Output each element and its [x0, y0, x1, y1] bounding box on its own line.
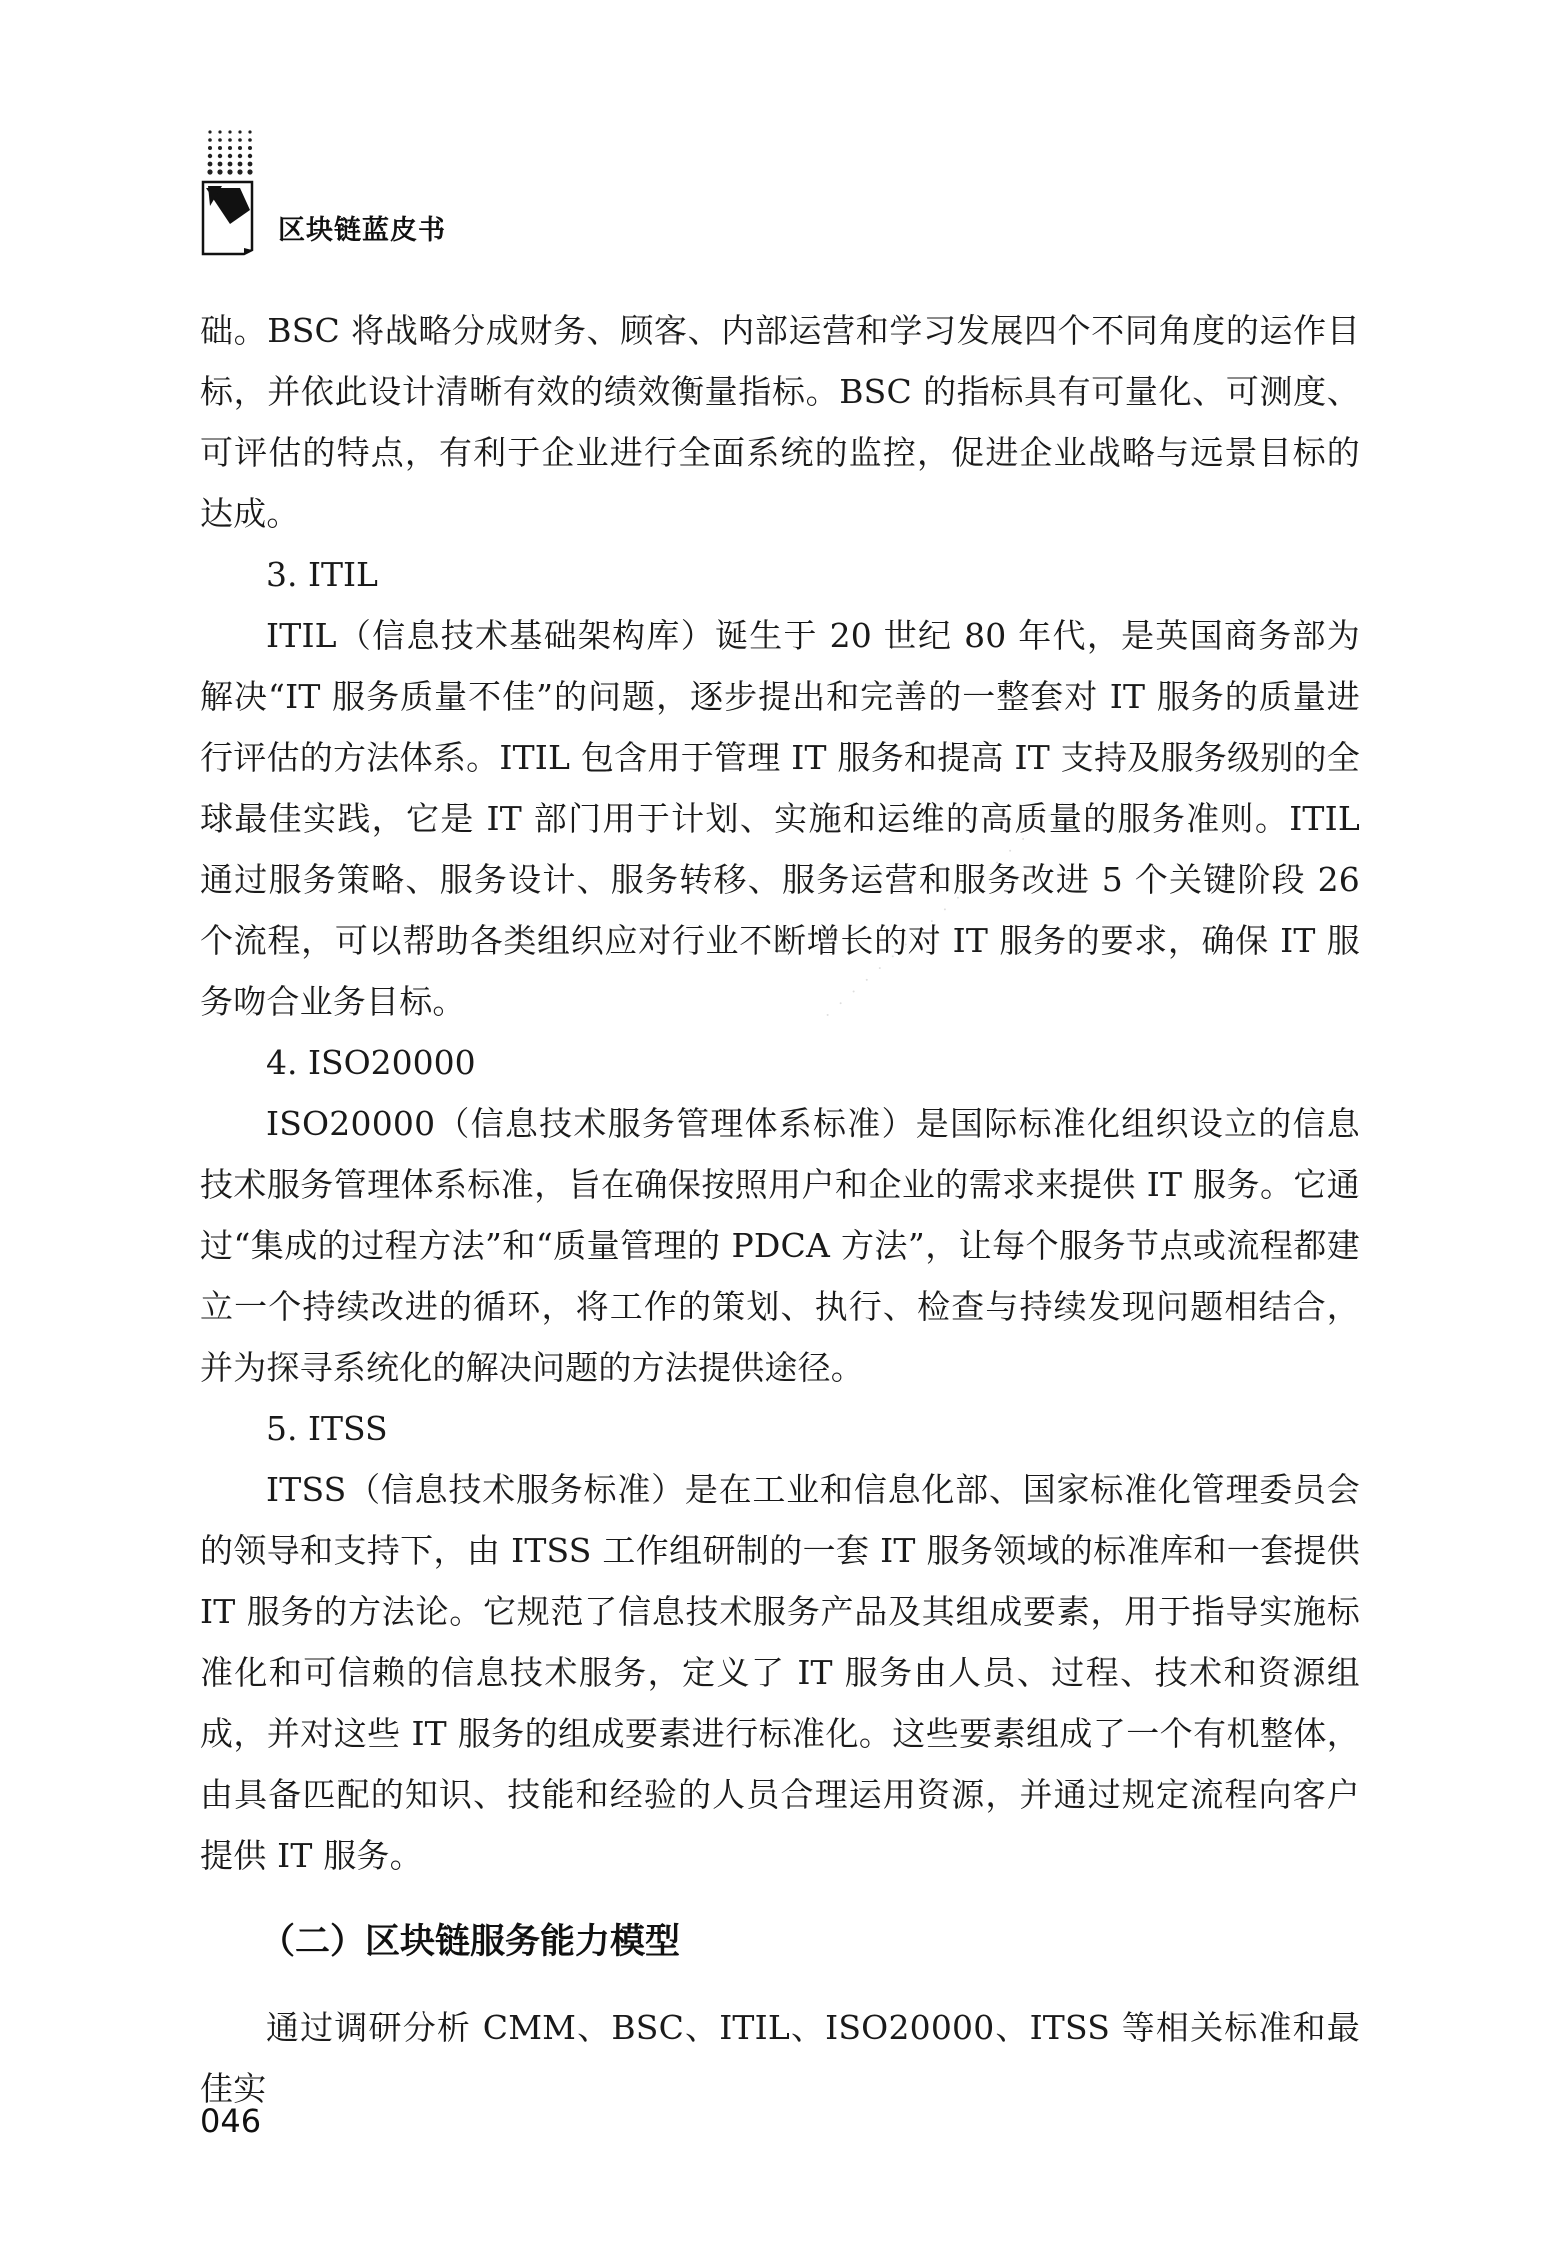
book-title: 区块链蓝皮书 [278, 215, 446, 246]
section-heading-blockchain-service-model: （二）区块链服务能力模型 [260, 1922, 681, 1962]
paragraph-itil: ITIL（信息技术基础架构库）诞生于 20 世纪 80 年代，是英国商务部为解决“IT 服务质量不佳”的问题，逐步提出和完善的一整套对 IT 服务的质量进行评估的方法体系。ITIL 包含用于管理 IT 服务和提高 IT 支持及服务级别的全球最佳实践，它是 IT 部门用于计划、实施和运维的高质量的服务准则。ITIL 通过服务策略、服务设计、服务转移、服务运营和服务改进 5 个关键阶段 26 个流程，可以帮助各类组织应对行业不断增长的对 IT 服务的要求，确保 IT 服务吻合业务目标。 [200, 616, 1360, 1021]
paragraph-research-intro: 通过调研分析 CMM、BSC、ITIL、ISO20000、ITSS 等相关标准和最佳实 [200, 2008, 1360, 2108]
subheading-iso20000: 4. ISO20000 [266, 1043, 476, 1082]
paragraph-bsc-continued: 础。BSC 将战略分成财务、顾客、内部运营和学习发展四个不同角度的运作目标，并依此设计清晰有效的绩效衡量指标。BSC 的指标具有可量化、可测度、可评估的特点，有利于企业进行全面系统的监控，促进企业战略与远景目标的达成。 [200, 311, 1360, 533]
faint-watermark-stamp: · · · · · · · · · · · · · · · · · · · [820, 792, 1074, 1024]
paragraph-iso20000: ISO20000（信息技术服务管理体系标准）是国际标准化组织设立的信息技术服务管理体系标准，旨在确保按照用户和企业的需求来提供 IT 服务。它通过“集成的过程方法”和“质量管理的 PDCA 方法”，让每个服务节点或流程都建立一个持续改进的循环，将工作的策划、执行、检查与持续发现问题相结合，并为探寻系统化的解决问题的方法提供途径。 [200, 1104, 1360, 1387]
dot-grid-decoration [206, 128, 256, 176]
paragraph-itss: ITSS（信息技术服务标准）是在工业和信息化部、国家标准化管理委员会的领导和支持下，由 ITSS 工作组研制的一套 IT 服务领域的标准库和一套提供 IT 服务的方法论。它规范了信息技术服务产品及其组成要素，用于指导实施标准化和可信赖的信息技术服务，定义了 IT 服务由人员、过程、技术和资源组成，并对这些 IT 服务的组成要素进行标准化。这些要素组成了一个有机整体，由具备匹配的知识、技能和经验的人员合理运用资源，并通过规定流程向客户提供 IT 服务。 [200, 1470, 1360, 1875]
running-header [200, 128, 620, 268]
page-body [200, 300, 1360, 2119]
subheading-itil: 3. ITIL [266, 555, 378, 594]
page-number: 046 [200, 2102, 262, 2140]
book-icon [200, 180, 260, 256]
subheading-itss: 5. ITSS [266, 1409, 388, 1448]
